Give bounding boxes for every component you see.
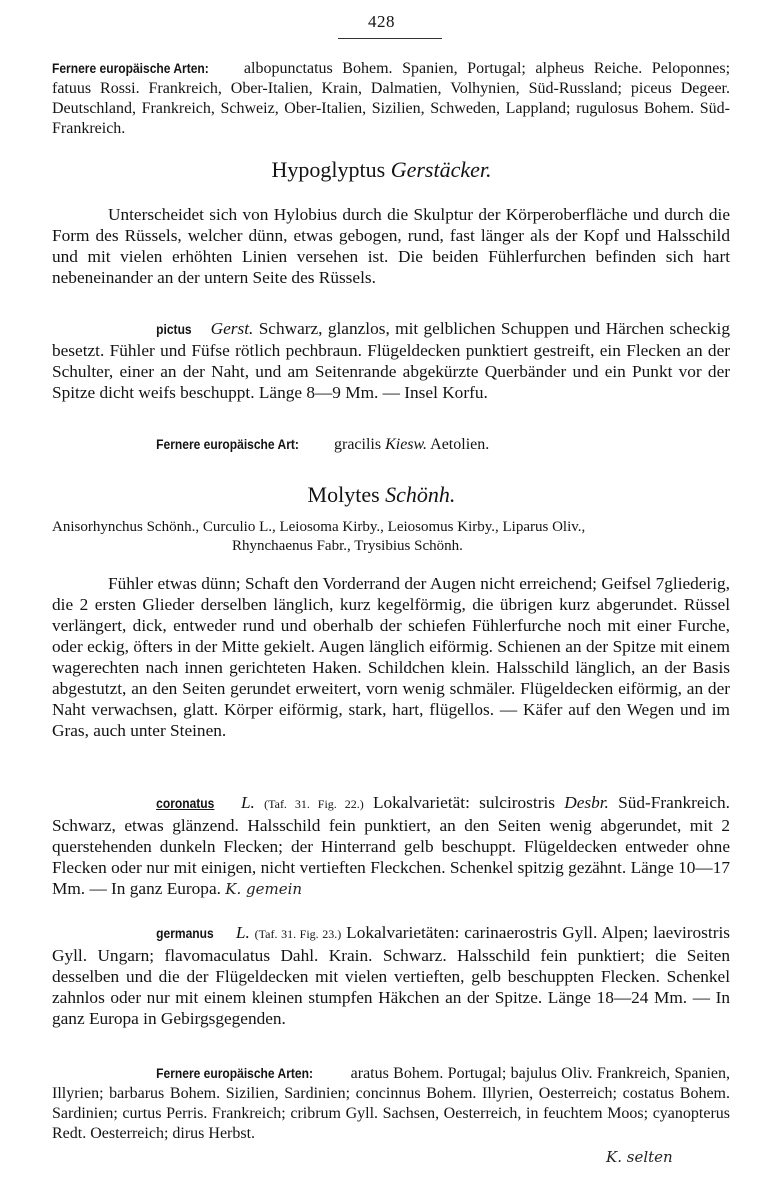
synonyms-line-2: Rhynchaenus Fabr., Trysibius Schönh. bbox=[232, 538, 463, 554]
handwritten-note-end: K. selten bbox=[606, 1148, 673, 1166]
molytes-description bbox=[52, 573, 730, 741]
description-text: Fühler etwas dünn; Schaft den Vorderrand der Augen nicht erreichend; Geifsel 7gliederig, die 2 ersten Glieder derselben länglich, kurz kegelförmig, die übrigen kurz abgerundet. Rüssel verlängert, dick, entweder rund und oberhalb der schiefen Fühlerfurche noch mit einer Furche, oder eckig, öfters in der Mitte gekielt. Augen länglich eiförmig. Schienen an der Spitze mit einem wagerechten nach innen gerichteten Haken. Schildchen klein. Halsschild länglich, an der Basis abgestutzt, an den Seiten gerundet erweitert, vorn wenig schmäler. Flügeldecken eiförmig, an der Naht verwachsen, glatt. Körper eiförmig, stark, hart, flügellos. — Käfer auf den Wegen und im Gras, auch unter Steinen. bbox=[52, 574, 730, 740]
description-text: Unterscheidet sich von Hylobius durch die Skulptur der Körperoberfläche und durch die Form des Rüssels, welcher dünn, etwas gebogen, rund, fast länger als der Kopf und Halsschild und mit vielen erhöhten Linien versehen ist. Die beiden Fühlerfurchen befinden sich hart nebeneinander an der untern Seite des Rüssels. bbox=[52, 205, 730, 287]
intro-text: albopunctatus Bohem. Spanien, Portugal; alpheus Reiche. Peloponnes; fatuus Rossi. Frankreich, Ober-Italien, Krain, Dalmatien, Volhynien, Süd-Russland; piceus Degeer. Deutschland, Frankreich, Schweiz, Ober-Italien, Sizilien, Schweden, Lappland; rugulosus Bohem. Süd-Frankreich. bbox=[52, 60, 731, 137]
genus-name: Hypoglyptus bbox=[271, 157, 386, 182]
variety-author: Desbr. bbox=[564, 793, 609, 812]
species-germanus bbox=[52, 922, 730, 1029]
genus-author: Schönh. bbox=[385, 482, 456, 507]
hypoglyptus-description bbox=[52, 204, 730, 288]
further-species-hypoglyptus bbox=[52, 434, 730, 455]
further-place: Aetolien. bbox=[430, 436, 490, 453]
variety-text: Lokalvarietät: sulcirostris bbox=[372, 793, 555, 812]
handwritten-note: K. gemein bbox=[225, 880, 303, 898]
genus-heading-hypoglyptus bbox=[0, 157, 763, 183]
synonyms-line-1: Anisorhynchus Schönh., Curculio L., Leiosoma Kirby., Leiosomus Kirby., Liparus Oliv., bbox=[52, 519, 586, 535]
intro-label: Fernere europäische Arten: bbox=[52, 60, 209, 76]
species-pictus bbox=[52, 318, 730, 403]
synonyms bbox=[52, 518, 730, 556]
species-name: germanus bbox=[156, 925, 214, 941]
further-author: Kiesw. bbox=[385, 436, 428, 453]
page-number-rule bbox=[338, 38, 442, 39]
further-text: aratus Bohem. Portugal; bajulus Oliv. Frankreich, Spanien, Illyrien; barbarus Bohem. Sizilien, Sardinien; concinnus Bohem. Illyrien, Oesterreich; costatus Bohem. Sardinien; curtus Perris. Frankreich; cribrum Gyll. Sachsen, Oesterreich, in feuchtem Moos; cyanopterus Redt. Oesterreich; dirus Herbst. bbox=[52, 1065, 731, 1142]
species-name: coronatus bbox=[156, 795, 215, 811]
genus-author: Gerstäcker. bbox=[390, 157, 492, 182]
further-species: gracilis bbox=[333, 436, 382, 453]
page-number: 428 bbox=[368, 12, 395, 31]
species-name: pictus bbox=[156, 321, 192, 337]
genus-heading-molytes bbox=[0, 482, 763, 508]
species-text: Schwarz, glanzlos, mit gelblichen Schuppen und Härchen scheckig besetzt. Fühler und Füfse rötlich pechbraun. Flügeldecken punktiert gestreift, ein Flecken an der Schulter, einer an der Naht, und am Seitenrande abgekürzte Querbänder und ein Punkt vor der Spitze dicht weifs beschuppt. Länge 8—9 Mm. — Insel Korfu. bbox=[52, 319, 730, 402]
intro-paragraph bbox=[52, 58, 730, 139]
species-author: Gerst. bbox=[210, 319, 254, 338]
species-text: Süd-Frankreich. Schwarz, etwas glänzend. Halsschild fein punktiert, an den Seiten wenig abgerundet, mit 2 querstehenden dunkeln Flecken; der Hinterrand gelb beschuppt. Flügeldecken entweder ohne Flecken oder nur mit einigen, nicht vertieften Fleckchen. Schenkel spitzig gezähnt. Länge 10—17 Mm. — In ganz Europa. bbox=[52, 793, 730, 898]
species-author: L. bbox=[240, 793, 255, 812]
species-coronatus bbox=[52, 792, 730, 900]
genus-name: Molytes bbox=[307, 482, 380, 507]
further-label: Fernere europäische Arten: bbox=[156, 1065, 313, 1081]
species-text: Lokalvarietäten: carinaerostris Gyll. Alpen; laevirostris Gyll. Ungarn; flavomaculatus Dahl. Krain. Schwarz. Halsschild fein punktiert; die Seiten desselben und die der Flügeldecken mit vielen vertieften, gelb beschuppten Flecken. Schenkel zahnlos oder nur mit einem kleinen stumpfen Häkchen an der Spitze. Länge 18—24 Mm. — In ganz Europa in Gebirgsgegenden. bbox=[52, 923, 730, 1028]
species-author: L. bbox=[235, 923, 250, 942]
plate-reference: (Taf. 31. Fig. 22.) bbox=[264, 797, 364, 811]
plate-reference: (Taf. 31. Fig. 23.) bbox=[254, 927, 342, 941]
further-label: Fernere europäische Art: bbox=[156, 436, 299, 452]
further-species-molytes bbox=[52, 1063, 730, 1144]
